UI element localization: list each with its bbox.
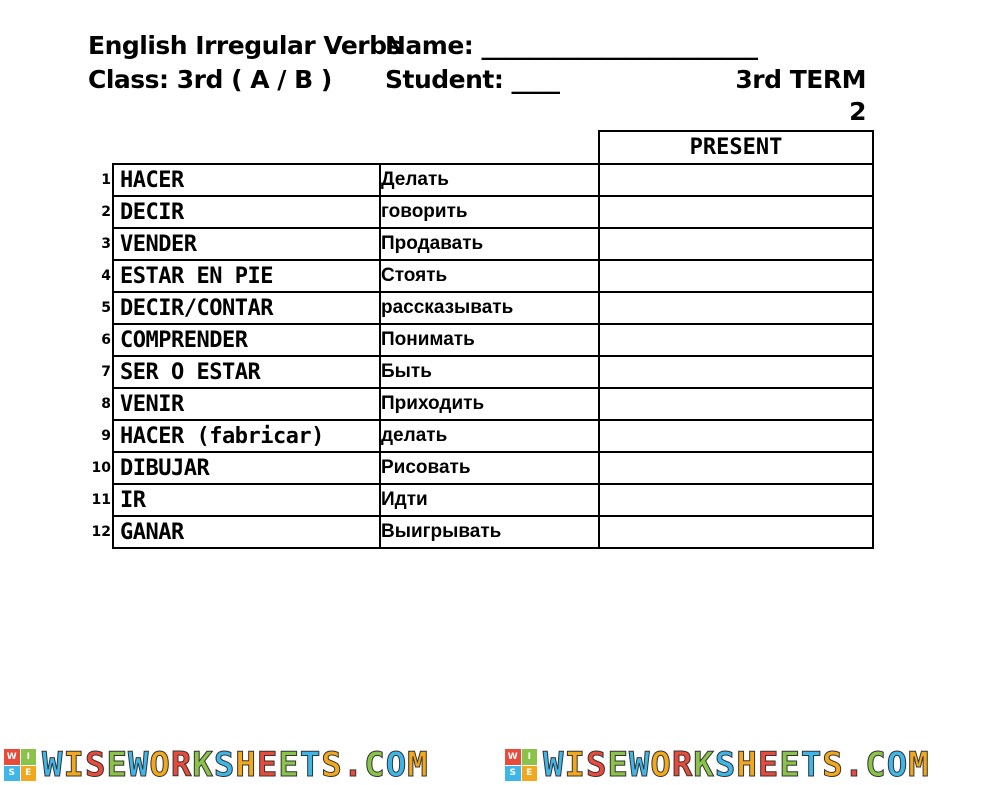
watermark-text [42, 745, 429, 785]
blank-header-cell [113, 131, 380, 164]
verb-cell [101, 260, 380, 292]
row-number: 8 [101, 396, 111, 412]
verb-text: GANAR [120, 519, 184, 545]
translation-cell: Стоять [380, 260, 599, 292]
watermark-letter: S [213, 745, 236, 785]
translation-cell: Продавать [380, 228, 599, 260]
watermark-letter: E [757, 745, 780, 785]
present-answer-cell[interactable] [599, 260, 873, 292]
watermark-letter: S [822, 745, 844, 785]
present-answer-cell[interactable] [599, 356, 873, 388]
translation-cell: говорить [380, 196, 599, 228]
verb-cell [101, 420, 380, 452]
verbs-table [91, 130, 874, 549]
translation-cell: Выигрывать [380, 516, 599, 548]
watermark-letter: W [543, 745, 565, 785]
verb-cell [91, 484, 380, 516]
term-label: 3rd TERM [735, 65, 866, 94]
watermark-letter: M [407, 745, 429, 785]
watermark-letter: O [886, 745, 909, 785]
watermark-letter: S [714, 745, 737, 785]
table-row [113, 164, 873, 196]
watermark-letter: W [628, 745, 651, 785]
verb-cell [101, 388, 380, 420]
watermark-letter: E [106, 745, 128, 785]
table-row [113, 324, 873, 356]
logo-tile: I [21, 749, 37, 765]
row-number: 2 [101, 204, 111, 220]
row-number: 7 [101, 364, 111, 380]
row-number: 9 [101, 428, 111, 444]
logo-tile: E [522, 766, 538, 782]
watermark-letter: R [170, 745, 193, 785]
watermark-letter: C [865, 745, 887, 785]
watermark-letter: H [235, 745, 257, 785]
present-answer-cell[interactable] [599, 388, 873, 420]
watermark-letter: E [779, 745, 801, 785]
table-row [113, 196, 873, 228]
verb-text: SER O ESTAR [120, 359, 261, 385]
watermark-letter: K [192, 745, 214, 785]
table-row [113, 388, 873, 420]
translation-cell: делать [380, 420, 599, 452]
watermark-letter: S [585, 745, 608, 785]
watermark-logo-icon [505, 749, 537, 781]
logo-tile: I [522, 749, 538, 765]
table-row [113, 452, 873, 484]
watermark-letter: T [299, 745, 322, 785]
watermark-letter: C [364, 745, 386, 785]
page-number: 2 [849, 97, 866, 126]
logo-tile: S [4, 766, 20, 782]
watermark-left [4, 747, 429, 783]
table-row [113, 356, 873, 388]
row-number: 5 [101, 300, 111, 316]
translation-cell: Приходить [380, 388, 599, 420]
worksheet-title: English Irregular Verbs [88, 31, 401, 60]
watermark-letter: S [84, 745, 107, 785]
row-number: 12 [91, 524, 111, 540]
watermark-letter: W [127, 745, 150, 785]
row-number: 10 [91, 460, 111, 476]
watermark-letter: O [149, 745, 171, 785]
watermark-letter: M [908, 745, 930, 785]
translation-cell: Идти [380, 484, 599, 516]
student-label: Student: ____ [385, 65, 560, 94]
verb-text: COMPRENDER [120, 327, 248, 353]
verb-text: VENIR [120, 391, 184, 417]
row-number: 11 [91, 492, 111, 508]
watermark-letter: S [321, 745, 343, 785]
verb-text: HACER (fabricar) [120, 423, 324, 449]
translation-cell: Рисовать [380, 452, 599, 484]
logo-tile: W [4, 749, 20, 765]
row-number: 4 [101, 268, 111, 284]
watermark-letter: K [693, 745, 715, 785]
verb-text: DECIR [120, 199, 184, 225]
logo-tile: W [505, 749, 521, 765]
watermark-letter: R [671, 745, 694, 785]
watermark-letter: . [342, 745, 365, 785]
row-number: 6 [101, 332, 111, 348]
watermark-letter: H [736, 745, 758, 785]
watermark-letter: I [564, 745, 586, 785]
verb-cell [101, 324, 380, 356]
watermark-letter: E [256, 745, 279, 785]
watermark-letter: I [63, 745, 85, 785]
watermark-letter: E [607, 745, 629, 785]
column-header-present: PRESENT [599, 131, 873, 164]
blank-header-cell [380, 131, 599, 164]
verb-text: IR [120, 487, 146, 513]
verb-text: DECIR/CONTAR [120, 295, 273, 321]
present-answer-cell[interactable] [599, 164, 873, 196]
verb-cell [101, 228, 380, 260]
row-number: 3 [101, 236, 111, 252]
watermark-letter: O [650, 745, 672, 785]
table-row [113, 484, 873, 516]
watermark-letter: W [42, 745, 64, 785]
watermark-right [505, 747, 930, 783]
name-label: Name: _______________________ [385, 31, 758, 60]
translation-cell: Быть [380, 356, 599, 388]
row-number: 1 [101, 172, 111, 188]
verb-text: DIBUJAR [120, 455, 210, 481]
present-answer-cell[interactable] [599, 228, 873, 260]
translation-cell: Понимать [380, 324, 599, 356]
present-answer-cell[interactable] [599, 420, 873, 452]
verb-text: HACER [120, 167, 184, 193]
verb-text: ESTAR EN PIE [120, 263, 273, 289]
verb-cell [91, 452, 380, 484]
verb-cell [91, 516, 380, 548]
table-row [113, 228, 873, 260]
logo-tile: E [21, 766, 37, 782]
present-answer-cell[interactable] [599, 452, 873, 484]
watermark-letter: O [385, 745, 408, 785]
table-row [113, 292, 873, 324]
verb-cell [101, 196, 380, 228]
logo-tile: S [505, 766, 521, 782]
verb-cell [101, 164, 380, 196]
verb-text: VENDER [120, 231, 197, 257]
table-header-row [113, 131, 873, 164]
watermark-letter: E [278, 745, 300, 785]
watermark-letter: . [843, 745, 866, 785]
present-answer-cell[interactable] [599, 196, 873, 228]
present-answer-cell[interactable] [599, 516, 873, 548]
present-answer-cell[interactable] [599, 292, 873, 324]
watermark-letter: T [800, 745, 823, 785]
verb-cell [101, 292, 380, 324]
translation-cell: рассказывать [380, 292, 599, 324]
watermark-logo-icon [4, 749, 36, 781]
verb-cell [101, 356, 380, 388]
present-answer-cell[interactable] [599, 484, 873, 516]
translation-cell: Делать [380, 164, 599, 196]
table-row [113, 420, 873, 452]
watermark-text [543, 745, 930, 785]
table-row [113, 260, 873, 292]
class-label: Class: 3rd ( A / B ) [88, 65, 332, 94]
table-row [113, 516, 873, 548]
present-answer-cell[interactable] [599, 324, 873, 356]
